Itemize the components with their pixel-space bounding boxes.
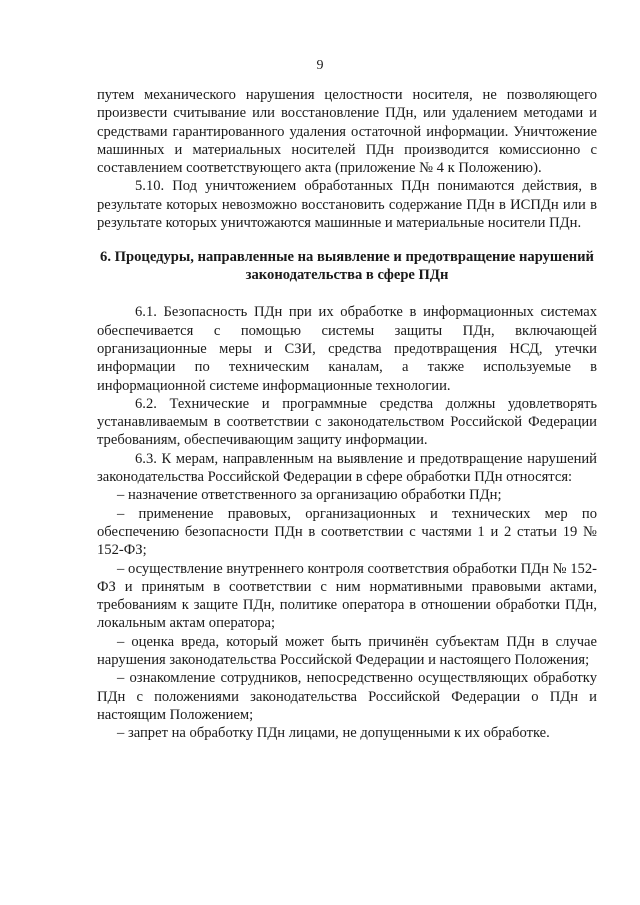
paragraph-6-1: 6.1. Безопасность ПДн при их обработке в информационных системах обеспечивается с помощью системы защиты ПДн, включающей организационные меры и СЗИ, средства предотвращения НСД, утечки информации по техническим каналам, а также используемые в информационной системе информационные технологии.: [97, 304, 597, 394]
paragraph-6-2: 6.2. Технические и программные средства должны удовлетворять устанавливаемым в соответствии с законодательством Российской Федерации требованиям, обеспечивающим защиту информации.: [97, 395, 597, 449]
paragraph-5-10: 5.10. Под уничтожением обработанных ПДн понимаются действия, в результате которых невозможно восстановить содержание ПДн в ИСПДн или в результате которых уничтожаются машинные и материальные носители ПДн.: [97, 178, 597, 232]
paragraph-6-3: 6.3. К мерам, направленным на выявление и предотвращение нарушений законодательства Российской Федерации в сфере обработки ПДн относятся:: [97, 450, 597, 486]
list-item: – ознакомление сотрудников, непосредственно осуществляющих обработку ПДн с положениями законодательства Российской Федерации о ПДн и настоящим Положением;: [97, 670, 597, 723]
list-item: – запрет на обработку ПДн лицами, не допущенными к их обработке.: [117, 725, 550, 742]
document-body: [97, 86, 597, 743]
section-heading: 6. Процедуры, направленные на выявление и предотвращение нарушений законодательства в сфере ПДн: [100, 249, 594, 284]
list-item: – назначение ответственного за организацию обработки ПДн;: [117, 487, 502, 504]
list-item: – осуществление внутреннего контроля соответствия обработки ПДн № 152-ФЗ и принятым в соответствии с ним нормативными правовыми актами, требованиям к защите ПДн, политике оператора в отношении обработки ПДн, локальным актам оператора;: [97, 560, 597, 632]
paragraph-continuation: путем механического нарушения целостности носителя, не позволяющего произвести считывание или восстановление ПДн, или удалением методами и средствами гарантированного удаления остаточной информации. Уничтожение машинных и материальных носителей ПДн производится комиссионно с составлением соответствующего акта (приложение № 4 к Положению).: [97, 87, 597, 177]
list-item: – оценка вреда, который может быть причинён субъектам ПДн в случае нарушения законодательства Российской Федерации и настоящего Положения;: [97, 633, 597, 669]
page-number: 9: [316, 58, 324, 73]
list-item: – применение правовых, организационных и технических мер по обеспечению безопасности ПДн в соответствии с частями 1 и 2 статьи 19 № 152-ФЗ;: [97, 505, 597, 559]
